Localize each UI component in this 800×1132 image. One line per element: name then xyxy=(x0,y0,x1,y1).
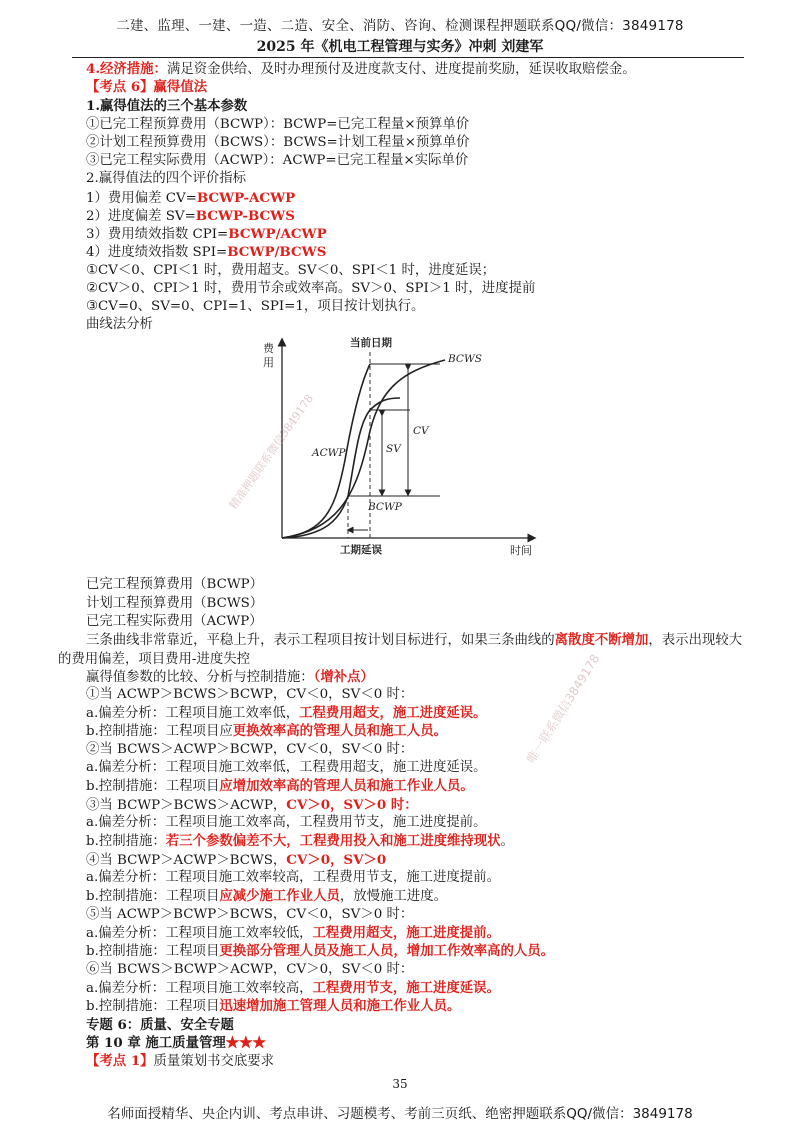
s2-index-1-label: 1）费用偏差 CV= xyxy=(86,191,197,206)
kp6-title: 赢得值法 xyxy=(153,79,208,95)
case-5-analysis xyxy=(86,924,500,943)
case-3-control xyxy=(86,832,514,851)
figure-watermark: 精准押题联系微信3849178 xyxy=(226,392,317,512)
s2-index-1-formula: BCWP-ACWP xyxy=(196,190,296,206)
case-3-control-end: 。 xyxy=(500,834,514,849)
y-axis-label-1: 费 xyxy=(263,342,274,355)
econ-measures xyxy=(86,60,636,79)
case-5-control-text: b.控制措施：工程项目 xyxy=(86,944,220,959)
curve-analysis-label: 曲线法分析 xyxy=(86,317,153,332)
current-date-label: 当前日期 xyxy=(350,337,392,349)
acwp-label: ACWP xyxy=(312,447,346,459)
curve-explanation-highlight: 离散度不断增加 xyxy=(554,632,649,648)
case-5-control-highlight: 更换部分管理人员及施工人员，增加工作效率高的人员 xyxy=(219,943,541,959)
kp6-tag: 【考点 6】 xyxy=(86,79,154,95)
s2-index-3 xyxy=(86,225,327,244)
case-2-condition: ②当 BCWS＞ACWP＞BCWP，CV＜0，SV＜0 时： xyxy=(86,742,414,757)
case-6-analysis-end: 。 xyxy=(486,980,500,996)
s2-index-4-label: 4）进度绩效指数 SPI= xyxy=(86,245,228,260)
s2-index-1 xyxy=(86,189,295,208)
kp6-heading xyxy=(86,78,207,97)
case-1-condition: ①当 ACWP＞BCWS＞BCWP，CV＜0，SV＜0 时： xyxy=(86,687,414,702)
case-1-control xyxy=(86,722,447,741)
case-4-control-highlight: 应减少施工作业人员 xyxy=(219,888,340,904)
s2-cond-3: ③CV=0、SV=0、CPI=1、SPI=1，项目按计划执行。 xyxy=(86,299,425,314)
bcwp-label: BCWP xyxy=(368,501,402,513)
case-2-analysis: a.偏差分析：工程项目施工效率低，工程费用超支，施工进度延误。 xyxy=(86,760,487,775)
case-4-control-end: ，放慢施工进度。 xyxy=(339,889,447,904)
case-6-analysis-text: a.偏差分析：工程项目施工效率较高， xyxy=(86,981,313,996)
case-2-control-text: b.控制措施：工程项目 xyxy=(86,779,220,794)
bcws-curve xyxy=(282,360,445,538)
s2-index-2-formula: BCWP-BCWS xyxy=(195,208,295,224)
case-5-analysis-highlight: 工程费用超支，施工进度提前 xyxy=(312,925,487,941)
case-4-condition xyxy=(86,851,386,870)
chapter-10-title: 第 10 章 施工质量管理 xyxy=(86,1035,226,1051)
case-3-analysis: a.偏差分析：工程项目施工效率高，工程费用节支，施工进度提前。 xyxy=(86,815,487,830)
s1-param-2: ②计划工程预算费用（BCWS）：BCWS=计划工程量×预算单价 xyxy=(86,135,470,150)
page-number: 35 xyxy=(392,1077,408,1091)
case-1-control-end: 。 xyxy=(433,723,447,739)
y-axis-label-2: 用 xyxy=(263,356,274,369)
case-4-condition-text: ④当 BCWP＞ACWP＞BCWS， xyxy=(86,853,287,868)
case-6-analysis xyxy=(86,979,500,998)
case-4-condition-highlight: CV＞0，SV＞0 xyxy=(286,852,387,868)
chapter-10-heading xyxy=(86,1034,266,1052)
s1-param-3: ③已完工程实际费用（ACWP）：ACWP=已完工程量×实际单价 xyxy=(86,153,469,168)
page-watermark: 唯一联系微信3849178 xyxy=(523,651,603,766)
curve-explanation-c: ，表示出现较大的费用偏差，项目费用-进度失控 xyxy=(58,633,743,667)
s2-index-4 xyxy=(86,243,326,262)
def-bcwp: 已完工程预算费用（BCWP） xyxy=(86,577,264,592)
page-header-contact: 二建、监理、一建、一造、二造、安全、消防、咨询、检测课程押题联系QQ/微信：3849178 xyxy=(116,18,684,34)
case-5-condition: ⑤当 ACWP＞BCWP＞BCWS，CV＜0，SV＞0 时： xyxy=(86,907,414,922)
header-rule xyxy=(72,57,744,58)
curve-explanation-a: 三条曲线非常靠近，平稳上升，表示工程项目按计划目标进行，如果三条曲线的 xyxy=(86,633,555,648)
case-2-control-highlight: 应增加效率高的管理人员和施工作业人员 xyxy=(219,778,461,794)
case-6-control-text: b.控制措施：工程项目 xyxy=(86,999,220,1014)
case-3-control-text: b.控制措施： xyxy=(86,834,166,849)
def-bcws: 计划工程预算费用（BCWS） xyxy=(86,596,264,611)
s2-cond-1: ①CV＜0、CPI＜1 时，费用超支。SV＜0、SPI＜1 时，进度延误； xyxy=(86,263,496,278)
econ-text: 满足资金供给、及时办理预付及进度款支付、进度提前奖励，延误收取赔偿金。 xyxy=(166,62,636,77)
case-4-analysis: a.偏差分析：工程项目施工效率较高，工程费用节支，施工进度提前。 xyxy=(86,870,500,885)
case-2-control xyxy=(86,777,474,796)
case-1-analysis-highlight: 工程费用超支，施工进度延误。 xyxy=(299,705,487,721)
chapter-10-stars: ★★★ xyxy=(225,1035,266,1051)
case-6-control xyxy=(86,997,460,1016)
econ-label: 4.经济措施： xyxy=(86,61,167,77)
case-1-control-highlight: 更换效率高的管理人员和施工人员 xyxy=(232,723,434,739)
kp1-heading xyxy=(86,1052,274,1071)
bcws-label: BCWS xyxy=(448,353,482,365)
s2-index-4-formula: BCWP/BCWS xyxy=(227,244,327,260)
comparison-heading xyxy=(86,668,374,687)
s2-index-3-label: 3）费用绩效指数 CPI= xyxy=(86,227,229,242)
curve-explanation xyxy=(58,631,748,669)
x-axis-label: 时间 xyxy=(510,544,532,557)
case-3-condition-text: ③当 BCWP＞BCWS＞ACWP， xyxy=(86,798,287,813)
kp1-text: 质量策划书交底要求 xyxy=(153,1054,275,1069)
page-header-title: 2025 年《机电工程管理与实务》冲刺 刘建军 xyxy=(256,39,544,55)
case-5-analysis-text: a.偏差分析：工程项目施工效率较低， xyxy=(86,926,313,941)
earned-value-diagram xyxy=(226,330,540,570)
comparison-supplement: （增补点） xyxy=(313,669,374,685)
case-4-control xyxy=(86,887,447,906)
topic-6-heading: 专题 6：质量、安全专题 xyxy=(86,1017,234,1033)
case-6-analysis-highlight: 工程费用节支，施工进度延误 xyxy=(312,980,487,996)
case-3-condition-highlight: CV＞0，SV＞0 时： xyxy=(286,797,418,813)
sv-label: SV xyxy=(386,443,401,455)
case-6-condition: ⑥当 BCWS＞BCWP＞ACWP，CV＞0，SV＜0 时： xyxy=(86,962,414,977)
case-1-control-text: b.控制措施：工程项目应 xyxy=(86,724,233,739)
s2-index-3-formula: BCWP/ACWP xyxy=(228,226,327,242)
s1-title: 1.赢得值法的三个基本参数 xyxy=(86,98,248,114)
case-6-control-highlight: 迅速增加施工管理人员和施工作业人员 xyxy=(219,998,447,1014)
case-1-analysis-text: a.偏差分析：工程项目施工效率低， xyxy=(86,706,300,721)
s2-cond-2: ②CV＞0、CPI＞1 时，费用节余或效率高。SV＞0、SPI＞1 时，进度提前 xyxy=(86,281,536,296)
case-2-control-end: 。 xyxy=(460,778,474,794)
kp1-tag: 【考点 1】 xyxy=(86,1053,154,1069)
case-1-analysis xyxy=(86,704,487,723)
case-6-control-end: 。 xyxy=(446,998,461,1014)
page-footer: 名师面授精华、央企内训、考点串讲、习题模考、考前三页纸、绝密押题联系QQ/微信：3849178 xyxy=(107,1106,693,1122)
comparison-heading-text: 赢得值参数的比较、分析与控制措施： xyxy=(86,670,314,685)
case-3-control-highlight: 若三个参数偏差不大，工程费用投入和施工进度维持现状 xyxy=(165,833,501,849)
s1-param-1: ①已完工程预算费用（BCWP）：BCWP=已完工程量×预算单价 xyxy=(86,117,470,132)
s2-index-2-label: 2）进度偏差 SV= xyxy=(86,209,196,224)
case-5-analysis-end: 。 xyxy=(486,925,500,941)
delay-label: 工期延误 xyxy=(340,544,382,556)
case-4-control-text: b.控制措施：工程项目 xyxy=(86,889,220,904)
case-5-control xyxy=(86,942,554,961)
case-5-control-end: 。 xyxy=(540,943,555,959)
cv-label: CV xyxy=(413,425,429,437)
s2-title: 2.赢得值法的四个评价指标 xyxy=(86,171,247,186)
s2-index-2 xyxy=(86,207,295,226)
def-acwp: 已完工程实际费用（ACWP） xyxy=(86,614,263,629)
case-3-condition xyxy=(86,796,418,815)
